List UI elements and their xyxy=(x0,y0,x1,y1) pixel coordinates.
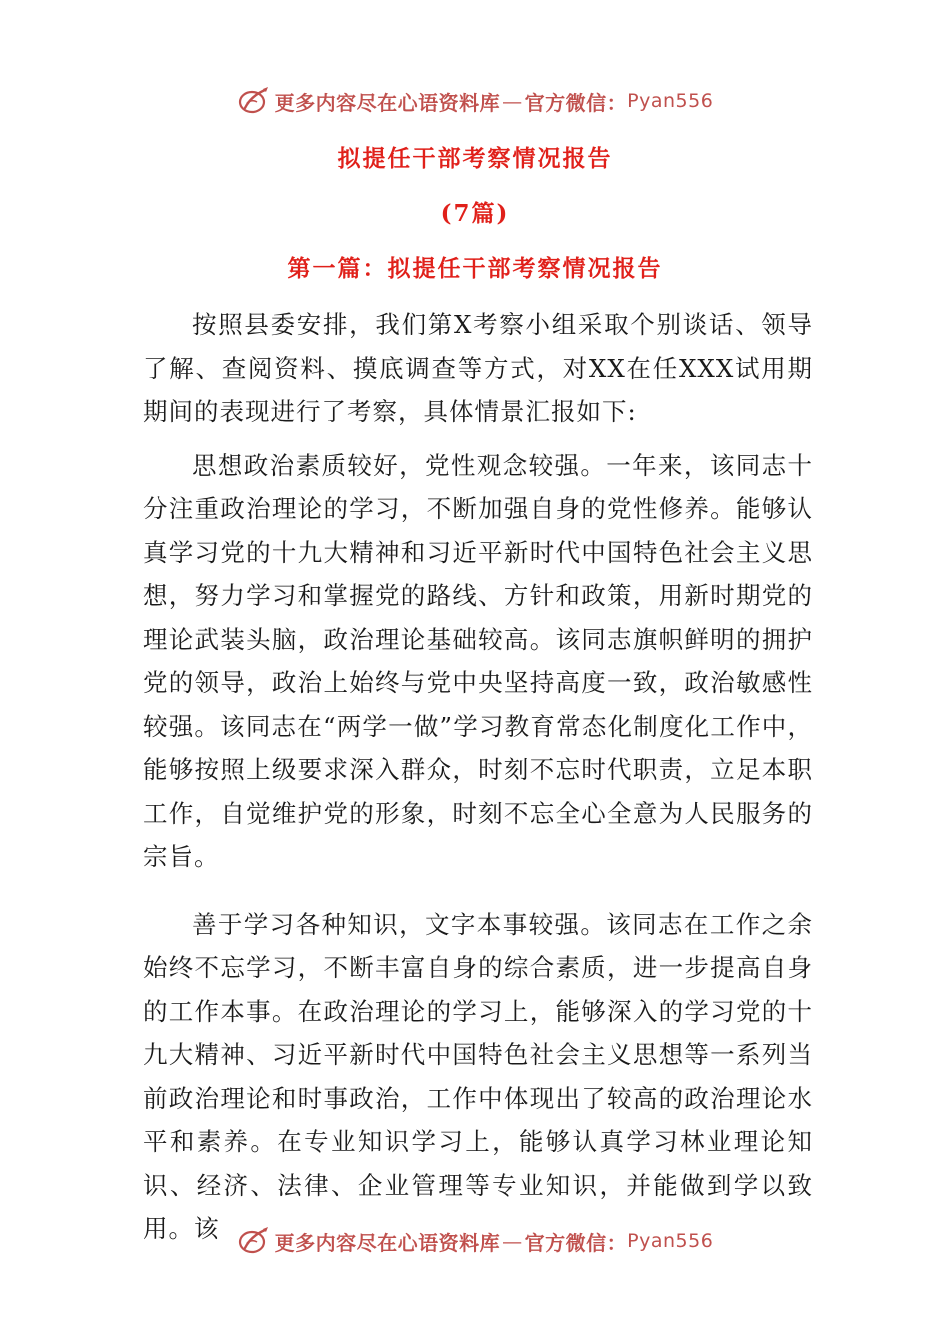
paragraph-2: 思想政治素质较好，党性观念较强。一年来，该同志十分注重政治理论的学习，不断加强自身的党性修养。能够认真学习党的十九大精神和习近平新时代中国特色社会主义思想，努力学习和掌握党的路线、方针和政策，用新时期党的理论武装头脑，政治理论基础较高。该同志旗帜鲜明的拥护党的领导，政治上始终与党中央坚持高度一致，政治敏感性较强。该同志在“两学一做”学习教育常态化制度化工作中，能够按照上级要求深入群众，时刻不忘时代职责，立足本职工作，自觉维护党的形象，时刻不忘全心全意为人民服务的宗旨。 xyxy=(143,450,813,871)
section-title: 第一篇：拟提任干部考察情况报告 xyxy=(287,255,663,282)
watermark-text: 更多内容尽在心语资料库 xyxy=(274,90,501,115)
watermark-label: 官方微信： xyxy=(524,1230,628,1255)
watermark-text: 更多内容尽在心语资料库 xyxy=(274,1230,501,1255)
pen-swirl-logo-icon xyxy=(237,1226,271,1256)
watermark-code: Pyan556 xyxy=(627,1230,714,1252)
watermark-label: 官方微信： xyxy=(524,90,628,115)
document-body xyxy=(143,303,813,1251)
header-watermark xyxy=(0,86,950,116)
document-subtitle: (7篇) xyxy=(440,200,510,227)
paragraph-1: 按照县委安排，我们第X考察小组采取个别谈话、领导了解、查阅资料、摸底调查等方式，对XX在任XXX试用期期间的表现进行了考察，具体情景汇报如下: xyxy=(143,310,813,426)
watermark-code: Pyan556 xyxy=(627,90,714,112)
document-title: 拟提任干部考察情况报告 xyxy=(337,145,613,172)
paragraph-3: 善于学习各种知识，文字本事较强。该同志在工作之余始终不忘学习，不断丰富自身的综合素质，进一步提高自身的工作本事。在政治理论的学习上，能够深入的学习党的十九大精神、习近平新时代中国特色社会主义思想等一系列当前政治理论和时事政治，工作中体现出了较高的政治理论水平和素养。在专业知识学习上，能够认真学习林业理论知识、经济、法律、企业管理等专业知识，并能做到学以致用。该 xyxy=(143,909,813,1243)
footer-watermark xyxy=(0,1226,950,1256)
watermark-separator: — xyxy=(502,1229,523,1253)
watermark-separator: — xyxy=(502,89,523,113)
pen-swirl-logo-icon xyxy=(237,86,271,116)
